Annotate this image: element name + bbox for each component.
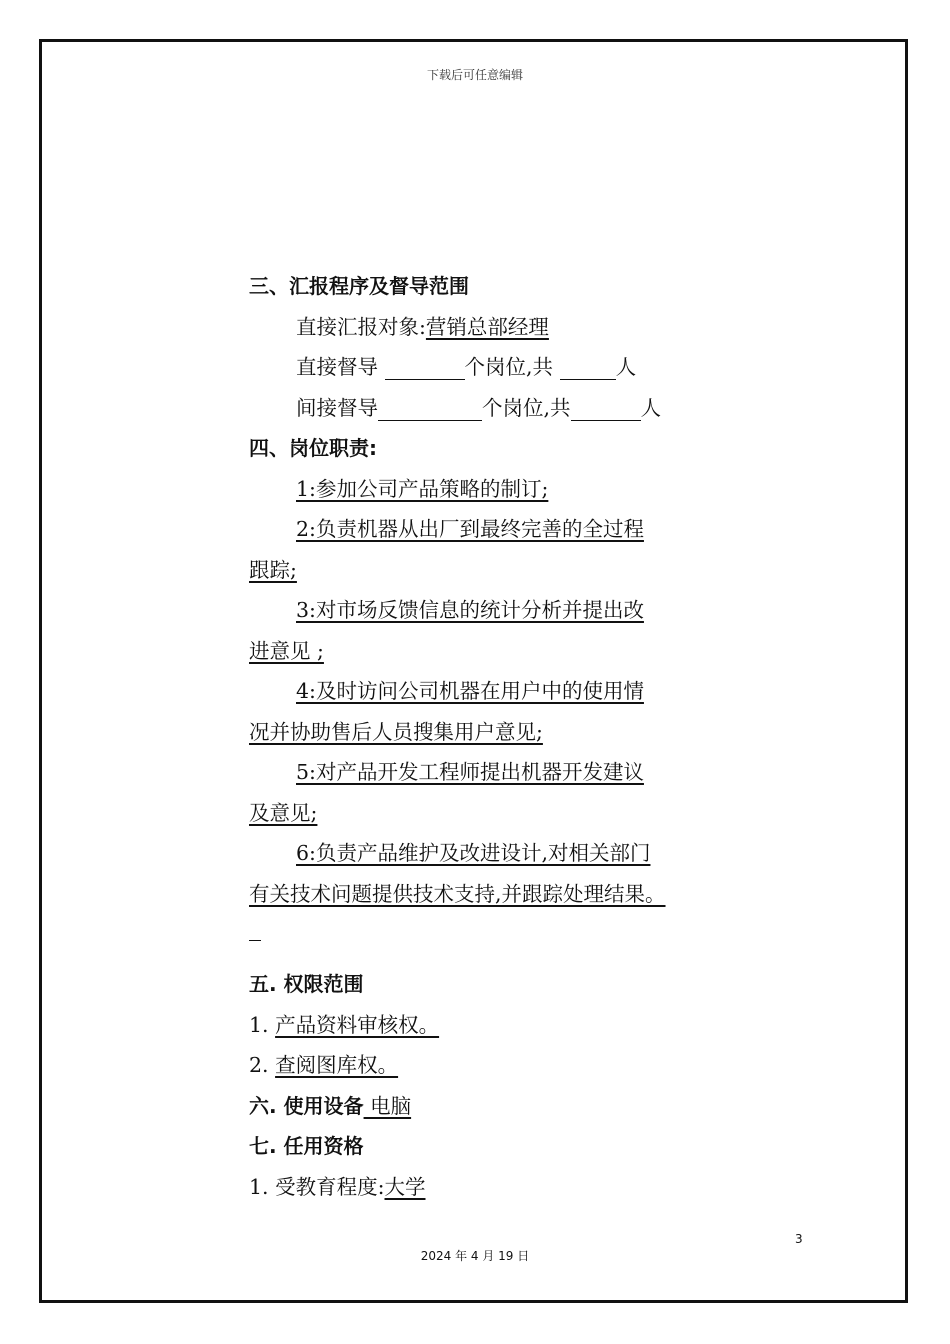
- duty-line: [249, 631, 739, 672]
- section-6-line: [249, 1086, 739, 1127]
- permission-text: 产品资料审核权。: [275, 1012, 440, 1037]
- permission-item: [249, 1005, 739, 1046]
- direct-people-blank[interactable]: [560, 353, 616, 380]
- duty-text: 3:对市场反馈信息的统计分析并提出改: [296, 598, 644, 622]
- education-number: 1.: [249, 1174, 276, 1199]
- duty-line: [249, 793, 739, 834]
- page-header: 下载后可任意编辑: [426, 68, 523, 82]
- section-7-title: 七. 任用资格: [249, 1134, 364, 1158]
- equipment-value: 电脑: [363, 1093, 412, 1118]
- section-3-title: 三、汇报程序及督导范围: [249, 274, 469, 298]
- positions-suffix-1: 个岗位,共: [464, 355, 560, 379]
- duty-text: 4:及时访问公司机器在用户中的使用情: [296, 679, 644, 703]
- duty-line: [249, 752, 739, 793]
- duty-text: 况并协助售后人员搜集用户意见;: [249, 719, 543, 744]
- duty-text: 6:负责产品维护及改进设计,对相关部门: [296, 841, 651, 865]
- section-6-title: 六. 使用设备: [249, 1093, 364, 1118]
- people-suffix-1: 人: [615, 355, 637, 379]
- indirect-positions-blank[interactable]: [378, 394, 482, 421]
- stray-underline-mark: [249, 914, 739, 964]
- page-number: 3: [795, 1232, 803, 1246]
- duty-line: [249, 712, 739, 753]
- permission-number: 2.: [249, 1053, 276, 1077]
- duty-line: [249, 550, 739, 591]
- duty-text: 5:对产品开发工程师提出机器开发建议: [296, 760, 644, 784]
- duty-line: [249, 590, 739, 631]
- section-5-title: 五. 权限范围: [249, 972, 364, 996]
- duty-text: 进意见 ;: [249, 638, 324, 663]
- permission-number: 1.: [249, 1012, 276, 1037]
- duty-line: [249, 833, 739, 874]
- direct-supervise-label: 直接督导: [296, 355, 385, 379]
- direct-positions-blank[interactable]: [385, 353, 465, 380]
- duty-line: [249, 671, 739, 712]
- positions-suffix-2: 个岗位,共: [482, 395, 571, 420]
- duty-text: 1:参加公司产品策略的制订;: [296, 476, 549, 501]
- underline-mark: [249, 917, 261, 941]
- direct-report-line: [249, 307, 739, 348]
- duty-text: 跟踪;: [249, 557, 297, 582]
- duty-text: 2:负责机器从出厂到最终完善的全过程: [296, 517, 644, 541]
- document-body: [249, 266, 739, 1207]
- duty-line: [249, 874, 739, 915]
- education-value: 大学: [384, 1174, 426, 1199]
- duty-text: 有关技术问题提供技术支持,并跟踪处理结果。: [249, 881, 666, 906]
- indirect-people-blank[interactable]: [571, 394, 641, 421]
- direct-supervise-line: [249, 347, 739, 388]
- direct-report-value: 营销总部经理: [425, 314, 549, 339]
- footer-date: 2024 年 4 月 19 日: [420, 1249, 530, 1263]
- direct-report-label: 直接汇报对象:: [296, 314, 426, 339]
- duty-line: [249, 509, 739, 550]
- education-line: [249, 1167, 739, 1208]
- indirect-supervise-label: 间接督导: [296, 395, 378, 420]
- permission-item: [249, 1045, 739, 1086]
- section-4-title: 四、岗位职责:: [249, 436, 377, 460]
- people-suffix-2: 人: [640, 395, 662, 420]
- education-label: 受教育程度:: [275, 1174, 385, 1199]
- duty-line: [249, 469, 739, 510]
- permission-text: 查阅图库权。: [275, 1053, 399, 1077]
- indirect-supervise-line: [249, 388, 739, 429]
- duty-text: 及意见;: [249, 800, 318, 825]
